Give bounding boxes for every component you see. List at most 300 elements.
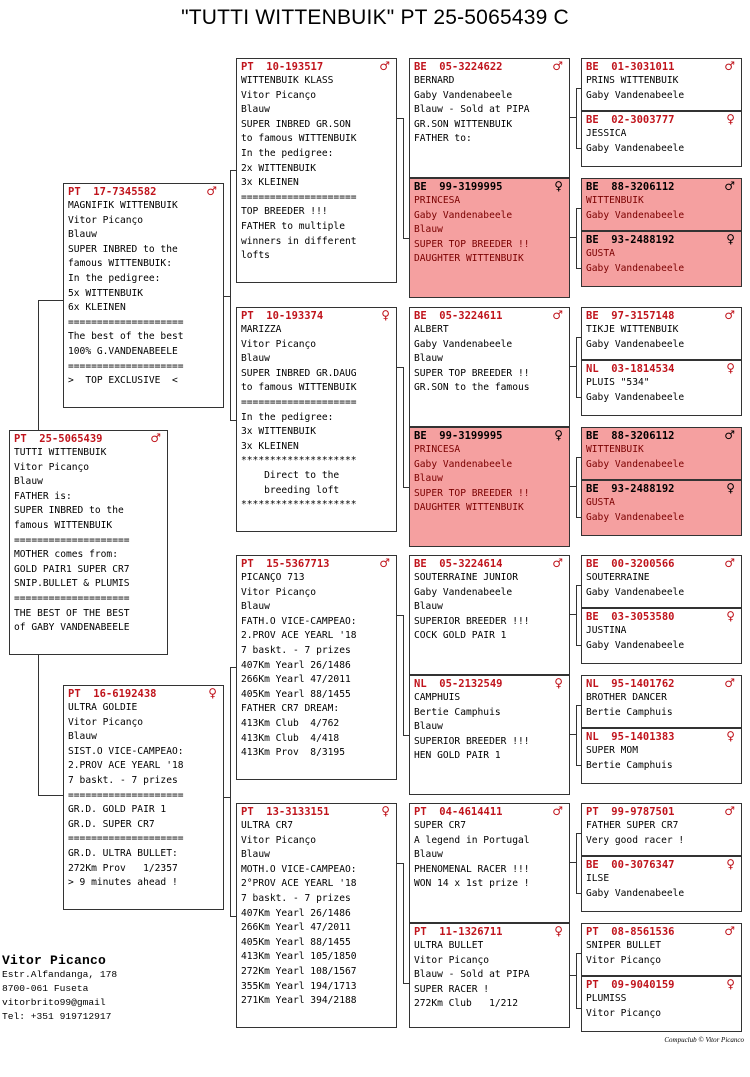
card-line: GR.SON WITTENBUIK bbox=[414, 118, 513, 130]
card-line: Blauw bbox=[241, 104, 270, 116]
female-symbol-icon: ♀ bbox=[208, 686, 217, 700]
ring-label: BE 99-3199995 bbox=[414, 430, 503, 442]
ring-label: PT 10-193517 bbox=[241, 61, 324, 73]
card-line: FATHER SUPER CR7 bbox=[586, 820, 679, 831]
card-line: 5x WITTENBUIK bbox=[68, 287, 144, 299]
card-line: ==================== bbox=[241, 396, 357, 408]
ring-number bbox=[414, 806, 565, 819]
connector-line bbox=[403, 863, 404, 983]
breeder-email: vitorbrito99@gmail bbox=[2, 997, 106, 1008]
card-line: Gaby Vandenabeele bbox=[586, 391, 685, 403]
card-line: 272Km Prov 1/2357 bbox=[68, 862, 178, 874]
female-symbol-icon: ♀ bbox=[726, 609, 735, 623]
card-line: HEN GOLD PAIR 1 bbox=[414, 750, 501, 762]
pedigree-card bbox=[236, 803, 397, 1028]
card-line: ==================== bbox=[14, 592, 130, 604]
pedigree-card bbox=[236, 58, 397, 283]
connector-line bbox=[576, 833, 577, 893]
card-line: ALBERT bbox=[414, 324, 449, 335]
pedigree-card bbox=[236, 555, 397, 780]
card-line: Gaby Vandenabeele bbox=[414, 458, 513, 470]
card-line: PHENOMENAL RACER !!! bbox=[414, 863, 530, 875]
connector-line bbox=[576, 208, 577, 268]
male-symbol-icon: ♂ bbox=[724, 59, 735, 73]
card-line: Vitor Picanço bbox=[68, 716, 144, 728]
card-line: 405Km Yearl 88/1455 bbox=[241, 936, 351, 948]
card-line: FATHER CR7 DREAM: bbox=[241, 703, 340, 715]
pedigree-card bbox=[581, 728, 742, 784]
ring-number bbox=[68, 186, 219, 199]
male-symbol-icon: ♂ bbox=[724, 179, 735, 193]
card-line: COCK GOLD PAIR 1 bbox=[414, 630, 507, 642]
card-line: breeding loft bbox=[241, 484, 340, 496]
card-line: 7 baskt. - 7 prizes bbox=[241, 644, 351, 656]
ring-label: BE 01-3031011 bbox=[586, 61, 675, 73]
ring-label: PT 13-3133151 bbox=[241, 806, 330, 818]
card-line: ==================== bbox=[14, 534, 130, 546]
connector-line bbox=[576, 457, 577, 517]
female-symbol-icon: ♀ bbox=[726, 481, 735, 495]
card-line: BROTHER DANCER bbox=[586, 692, 667, 703]
ring-number bbox=[414, 678, 565, 691]
pedigree-card bbox=[409, 923, 570, 1028]
card-line: 7 baskt. - 7 prizes bbox=[68, 774, 178, 786]
pedigree-card bbox=[581, 427, 742, 480]
ring-label: PT 15-5367713 bbox=[241, 558, 330, 570]
ring-number bbox=[68, 688, 219, 701]
card-line: ******************** bbox=[241, 455, 357, 467]
male-symbol-icon: ♂ bbox=[379, 59, 390, 73]
pedigree-card bbox=[581, 555, 742, 608]
card-line: 3x WITTENBUIK bbox=[241, 426, 317, 438]
card-line: 413Km Yearl 105/1850 bbox=[241, 951, 357, 963]
card-line: 6x KLEINEN bbox=[68, 302, 126, 314]
ring-number bbox=[586, 731, 737, 744]
card-line: Gaby Vandenabeele bbox=[414, 89, 513, 101]
ring-number bbox=[241, 806, 392, 819]
pedigree-card bbox=[581, 111, 742, 167]
card-line: > 9 minutes ahead ! bbox=[68, 877, 178, 889]
card-line: 100% G.VANDENABEELE bbox=[68, 345, 178, 357]
male-symbol-icon: ♂ bbox=[724, 556, 735, 570]
card-line: Vitor Picanço bbox=[586, 1007, 662, 1019]
card-line: Gaby Vandenabeele bbox=[586, 586, 685, 598]
pedigree-card bbox=[581, 58, 742, 111]
card-line: SOUTERRAINE bbox=[586, 572, 650, 583]
ring-label: PT 09-9040159 bbox=[586, 979, 675, 991]
card-line: PLUMISS bbox=[586, 993, 627, 1004]
ring-number bbox=[414, 181, 565, 194]
card-line: GR.SON to the famous bbox=[414, 382, 530, 394]
female-symbol-icon: ♀ bbox=[726, 361, 735, 375]
ring-label: BE 00-3076347 bbox=[586, 859, 675, 871]
ring-label: BE 00-3200566 bbox=[586, 558, 675, 570]
card-line: to famous WITTENBUIK bbox=[241, 382, 357, 394]
card-line: Gaby Vandenabeele bbox=[586, 639, 685, 651]
ring-number bbox=[14, 433, 163, 446]
card-line: 7 baskt. - 7 prizes bbox=[241, 892, 351, 904]
copyright-note: Compuclub © Vitor Picanco bbox=[664, 1036, 744, 1044]
card-line: MOTH.O VICE-CAMPEAO: bbox=[241, 863, 357, 875]
card-line: 3x KLEINEN bbox=[241, 440, 299, 452]
card-line: PICANÇO 713 bbox=[241, 572, 305, 583]
breeder-phone: Tel: +351 919712917 bbox=[2, 1011, 112, 1022]
card-line: Vitor Picanço bbox=[586, 954, 662, 966]
card-line: TUTTI WITTENBUIK bbox=[14, 447, 107, 458]
ring-label: NL 95-1401383 bbox=[586, 731, 675, 743]
card-line: ILSE bbox=[586, 873, 610, 884]
ring-label: BE 93-2488192 bbox=[586, 234, 675, 246]
card-line: GUSTA bbox=[586, 248, 615, 259]
card-line: SUPER MOM bbox=[586, 745, 638, 756]
card-line: FATH.O VICE-CAMPEAO: bbox=[241, 615, 357, 627]
card-line: GR.D. SUPER CR7 bbox=[68, 818, 155, 830]
card-line: Vitor Picanço bbox=[68, 214, 144, 226]
card-line: SUPER RACER ! bbox=[414, 983, 490, 995]
card-line: ==================== bbox=[68, 789, 184, 801]
pedigree-card bbox=[581, 675, 742, 728]
male-symbol-icon: ♂ bbox=[724, 308, 735, 322]
ring-label: BE 93-2488192 bbox=[586, 483, 675, 495]
female-symbol-icon: ♀ bbox=[554, 676, 563, 690]
pedigree-card bbox=[581, 360, 742, 416]
card-line: Vitor Picanço bbox=[241, 586, 317, 598]
pedigree-card bbox=[409, 555, 570, 675]
pedigree-card bbox=[409, 675, 570, 795]
card-line: WON 14 x 1st prize ! bbox=[414, 878, 530, 890]
card-line: famous WITTENBUIK bbox=[14, 519, 113, 531]
ring-label: PT 04-4614411 bbox=[414, 806, 503, 818]
ring-label: BE 05-3224622 bbox=[414, 61, 503, 73]
card-line: 272Km Yearl 108/1567 bbox=[241, 965, 357, 977]
connector-line bbox=[230, 170, 231, 420]
card-line: SUPER INBRED GR.SON bbox=[241, 118, 351, 130]
card-line: WITTENBUIK bbox=[586, 444, 644, 455]
pedigree-card bbox=[581, 480, 742, 536]
card-line: GR.D. ULTRA BULLET: bbox=[68, 847, 178, 859]
card-line: MARIZZA bbox=[241, 324, 282, 335]
card-line: 3x KLEINEN bbox=[241, 177, 299, 189]
breeder-address-1: Estr.Alfandanga, 178 bbox=[2, 969, 118, 980]
male-symbol-icon: ♂ bbox=[552, 556, 563, 570]
card-line: PRINCESA bbox=[414, 195, 461, 206]
card-line: SIST.O VICE-CAMPEAO: bbox=[68, 745, 184, 757]
card-line: Vitor Picanço bbox=[241, 338, 317, 350]
card-line: The best of the best bbox=[68, 331, 184, 343]
ring-number bbox=[586, 181, 737, 194]
card-line: WITTENBUIK KLASS bbox=[241, 75, 334, 86]
female-symbol-icon: ♀ bbox=[554, 924, 563, 938]
ring-number bbox=[586, 859, 737, 872]
card-line: Blauw bbox=[14, 476, 43, 488]
card-line: Blauw bbox=[414, 601, 443, 613]
card-line: SUPER TOP BREEDER !! bbox=[414, 367, 530, 379]
male-symbol-icon: ♂ bbox=[724, 676, 735, 690]
card-line: TIKJE WITTENBUIK bbox=[586, 324, 679, 335]
ring-number bbox=[586, 430, 737, 443]
card-line: Vitor Picanço bbox=[241, 834, 317, 846]
female-symbol-icon: ♀ bbox=[726, 729, 735, 743]
card-line: Gaby Vandenabeele bbox=[586, 142, 685, 154]
ring-label: BE 88-3206112 bbox=[586, 181, 675, 193]
card-line: Gaby Vandenabeele bbox=[586, 89, 685, 101]
card-line: CAMPHUIS bbox=[414, 692, 461, 703]
card-line: Vitor Picanço bbox=[14, 461, 90, 473]
card-line: 271Km Yearl 394/2188 bbox=[241, 995, 357, 1007]
breeder-name: Vitor Picanco bbox=[2, 953, 107, 968]
ring-label: PT 25-5065439 bbox=[14, 433, 103, 445]
pedigree-card bbox=[581, 231, 742, 287]
female-symbol-icon: ♀ bbox=[554, 179, 563, 193]
card-line: WITTENBUIK bbox=[586, 195, 644, 206]
card-line: MOTHER comes from: bbox=[14, 549, 118, 561]
male-symbol-icon: ♂ bbox=[206, 184, 217, 198]
card-line: famous WITTENBUIK: bbox=[68, 258, 172, 270]
male-symbol-icon: ♂ bbox=[724, 428, 735, 442]
card-line: 2.PROV ACE YEARL '18 bbox=[68, 760, 184, 772]
card-line: SNIPER BULLET bbox=[586, 940, 662, 951]
ring-label: PT 11-1326711 bbox=[414, 926, 503, 938]
ring-number bbox=[586, 678, 737, 691]
card-line: PLUIS "534" bbox=[586, 377, 650, 388]
card-line: BERNARD bbox=[414, 75, 455, 86]
connector-line bbox=[576, 337, 577, 397]
card-line: Gaby Vandenabeele bbox=[586, 458, 685, 470]
card-line: GUSTA bbox=[586, 497, 615, 508]
card-line: GR.D. GOLD PAIR 1 bbox=[68, 804, 167, 816]
male-symbol-icon: ♂ bbox=[724, 804, 735, 818]
male-symbol-icon: ♂ bbox=[552, 804, 563, 818]
male-symbol-icon: ♂ bbox=[552, 59, 563, 73]
connector-line bbox=[38, 300, 64, 301]
pedigree-card bbox=[409, 178, 570, 298]
ring-number bbox=[241, 61, 392, 74]
ring-number bbox=[586, 483, 737, 496]
connector-line bbox=[576, 585, 577, 645]
page-title: "TUTTI WITTENBUIK" PT 25-5065439 C bbox=[181, 6, 569, 29]
card-line: FATHER to: bbox=[414, 133, 472, 145]
card-line: Very good racer ! bbox=[586, 834, 685, 846]
female-symbol-icon: ♀ bbox=[554, 428, 563, 442]
card-line: A legend in Portugal bbox=[414, 834, 530, 846]
ring-number bbox=[586, 979, 737, 992]
connector-line bbox=[403, 367, 404, 487]
card-line: ULTRA CR7 bbox=[241, 820, 293, 831]
card-line: JUSTINA bbox=[586, 625, 627, 636]
ring-number bbox=[586, 363, 737, 376]
card-line: Blauw bbox=[68, 731, 97, 743]
card-line: 413Km Prov 8/3195 bbox=[241, 747, 345, 759]
ring-label: BE 97-3157148 bbox=[586, 310, 675, 322]
ring-number bbox=[586, 611, 737, 624]
card-line: 413Km Club 4/418 bbox=[241, 732, 340, 744]
ring-number bbox=[586, 61, 737, 74]
card-line: winners in different bbox=[241, 235, 357, 247]
pedigree-card bbox=[409, 803, 570, 923]
ring-label: BE 99-3199995 bbox=[414, 181, 503, 193]
card-line: GOLD PAIR1 SUPER CR7 bbox=[14, 563, 130, 575]
ring-number bbox=[586, 926, 737, 939]
card-line: Blauw bbox=[68, 229, 97, 241]
card-line: Gaby Vandenabeele bbox=[586, 338, 685, 350]
card-line: 2.PROV ACE YEARL '18 bbox=[241, 630, 357, 642]
ring-number bbox=[586, 558, 737, 571]
card-line: 2x WITTENBUIK bbox=[241, 162, 317, 174]
card-line: MAGNIFIK WITTENBUIK bbox=[68, 200, 178, 211]
card-line: ******************** bbox=[241, 499, 357, 511]
ring-number bbox=[414, 558, 565, 571]
pedigree-card bbox=[63, 685, 224, 910]
ring-number bbox=[586, 806, 737, 819]
pedigree-card bbox=[581, 976, 742, 1032]
card-line: Gaby Vandenabeele bbox=[586, 887, 685, 899]
connector-line bbox=[576, 705, 577, 765]
breeder-address-2: 8700-061 Fuseta bbox=[2, 983, 89, 994]
ring-label: NL 03-1814534 bbox=[586, 363, 675, 375]
pedigree-card bbox=[236, 307, 397, 532]
pedigree-card bbox=[9, 430, 168, 655]
card-line: ==================== bbox=[68, 833, 184, 845]
connector-line bbox=[576, 953, 577, 1008]
card-line: Blauw bbox=[241, 849, 270, 861]
connector-line bbox=[403, 615, 404, 735]
connector-line bbox=[230, 667, 231, 917]
card-line: ULTRA BULLET bbox=[414, 940, 484, 951]
card-line: 355Km Yearl 194/1713 bbox=[241, 980, 357, 992]
card-line: SUPER TOP BREEDER !! bbox=[414, 487, 530, 499]
ring-label: PT 10-193374 bbox=[241, 310, 324, 322]
card-line: of GABY VANDENABEELE bbox=[14, 622, 130, 634]
ring-number bbox=[586, 234, 737, 247]
female-symbol-icon: ♀ bbox=[726, 977, 735, 991]
ring-label: BE 05-3224614 bbox=[414, 558, 503, 570]
ring-label: BE 88-3206112 bbox=[586, 430, 675, 442]
card-line: Gaby Vandenabeele bbox=[586, 209, 685, 221]
card-line: SUPERIOR BREEDER !!! bbox=[414, 615, 530, 627]
female-symbol-icon: ♀ bbox=[381, 804, 390, 818]
male-symbol-icon: ♂ bbox=[724, 924, 735, 938]
card-line: SUPER CR7 bbox=[414, 820, 466, 831]
pedigree-card bbox=[63, 183, 224, 408]
card-line: 405Km Yearl 88/1455 bbox=[241, 688, 351, 700]
pedigree-card bbox=[581, 178, 742, 231]
card-line: DAUGHTER WITTENBUIK bbox=[414, 253, 524, 265]
card-line: DAUGHTER WITTENBUIK bbox=[414, 502, 524, 514]
connector-line bbox=[38, 795, 64, 796]
card-line: Blauw bbox=[414, 353, 443, 365]
card-line: FATHER to multiple bbox=[241, 220, 345, 232]
female-symbol-icon: ♀ bbox=[726, 232, 735, 246]
ring-label: PT 17-7345582 bbox=[68, 186, 157, 198]
pedigree-card bbox=[581, 608, 742, 664]
ring-label: NL 95-1401762 bbox=[586, 678, 675, 690]
card-line: ==================== bbox=[68, 316, 184, 328]
card-line: lofts bbox=[241, 250, 270, 262]
pedigree-card bbox=[409, 427, 570, 547]
card-line: Bertie Camphuis bbox=[586, 759, 673, 771]
card-line: 407Km Yearl 26/1486 bbox=[241, 659, 351, 671]
connector-line bbox=[38, 300, 39, 431]
card-line: > TOP EXCLUSIVE < bbox=[68, 375, 178, 387]
ring-number bbox=[586, 114, 737, 127]
card-line: In the pedigree: bbox=[241, 147, 334, 159]
card-line: SUPER INBRED to the bbox=[14, 505, 124, 517]
card-line: SUPER INBRED GR.DAUG bbox=[241, 367, 357, 379]
card-line: 266Km Yearl 47/2011 bbox=[241, 674, 351, 686]
ring-number bbox=[414, 61, 565, 74]
card-line: 266Km Yearl 47/2011 bbox=[241, 922, 351, 934]
breeder-info bbox=[2, 953, 117, 1024]
pedigree-card bbox=[581, 923, 742, 976]
card-line: Bertie Camphuis bbox=[586, 706, 673, 718]
card-line: Direct to the bbox=[241, 469, 340, 481]
ring-number bbox=[414, 926, 565, 939]
male-symbol-icon: ♂ bbox=[150, 431, 161, 445]
pedigree-card bbox=[581, 803, 742, 856]
connector-line bbox=[576, 88, 577, 148]
card-line: Vitor Picanço bbox=[414, 954, 490, 966]
card-line: Blauw bbox=[414, 473, 443, 485]
female-symbol-icon: ♀ bbox=[726, 112, 735, 126]
card-line: Gaby Vandenabeele bbox=[586, 262, 685, 274]
card-line: FATHER is: bbox=[14, 490, 72, 502]
female-symbol-icon: ♀ bbox=[381, 308, 390, 322]
card-line: Blauw bbox=[414, 721, 443, 733]
card-line: 2°PROV ACE YEARL '18 bbox=[241, 878, 357, 890]
card-line: Gaby Vandenabeele bbox=[414, 338, 513, 350]
card-line: PRINS WITTENBUIK bbox=[586, 75, 679, 86]
female-symbol-icon: ♀ bbox=[726, 857, 735, 871]
card-line: Gaby Vandenabeele bbox=[586, 511, 685, 523]
card-line: 272Km Club 1/212 bbox=[414, 998, 518, 1010]
ring-label: BE 05-3224611 bbox=[414, 310, 503, 322]
card-line: 407Km Yearl 26/1486 bbox=[241, 907, 351, 919]
card-line: SUPER TOP BREEDER !! bbox=[414, 238, 530, 250]
male-symbol-icon: ♂ bbox=[552, 308, 563, 322]
card-line: In the pedigree: bbox=[68, 272, 161, 284]
card-line: Gaby Vandenabeele bbox=[414, 586, 513, 598]
ring-label: PT 08-8561536 bbox=[586, 926, 675, 938]
ring-number bbox=[414, 310, 565, 323]
ring-label: BE 02-3003777 bbox=[586, 114, 675, 126]
card-line: 413Km Club 4/762 bbox=[241, 717, 340, 729]
card-line: ==================== bbox=[241, 191, 357, 203]
card-line: Gaby Vandenabeele bbox=[414, 209, 513, 221]
card-line: Blauw bbox=[241, 601, 270, 613]
card-line: Blauw - Sold at PIPA bbox=[414, 104, 530, 116]
card-line: SUPER INBRED to the bbox=[68, 243, 178, 255]
card-line: SOUTERRAINE JUNIOR bbox=[414, 572, 518, 583]
card-line: SNIP.BULLET & PLUMIS bbox=[14, 578, 130, 590]
ring-number bbox=[241, 310, 392, 323]
card-line: TOP BREEDER !!! bbox=[241, 206, 328, 218]
ring-label: BE 03-3053580 bbox=[586, 611, 675, 623]
ring-number bbox=[414, 430, 565, 443]
card-line: THE BEST OF THE BEST bbox=[14, 607, 130, 619]
ring-number bbox=[241, 558, 392, 571]
card-line: ==================== bbox=[68, 360, 184, 372]
ring-label: PT 99-9787501 bbox=[586, 806, 675, 818]
ring-label: NL 05-2132549 bbox=[414, 678, 503, 690]
card-line: to famous WITTENBUIK bbox=[241, 133, 357, 145]
ring-label: PT 16-6192438 bbox=[68, 688, 157, 700]
card-line: Vitor Picanço bbox=[241, 89, 317, 101]
pedigree-card bbox=[581, 856, 742, 912]
card-line: ULTRA GOLDIE bbox=[68, 702, 138, 713]
connector-line bbox=[38, 655, 39, 795]
card-line: SUPERIOR BREEDER !!! bbox=[414, 735, 530, 747]
ring-number bbox=[586, 310, 737, 323]
